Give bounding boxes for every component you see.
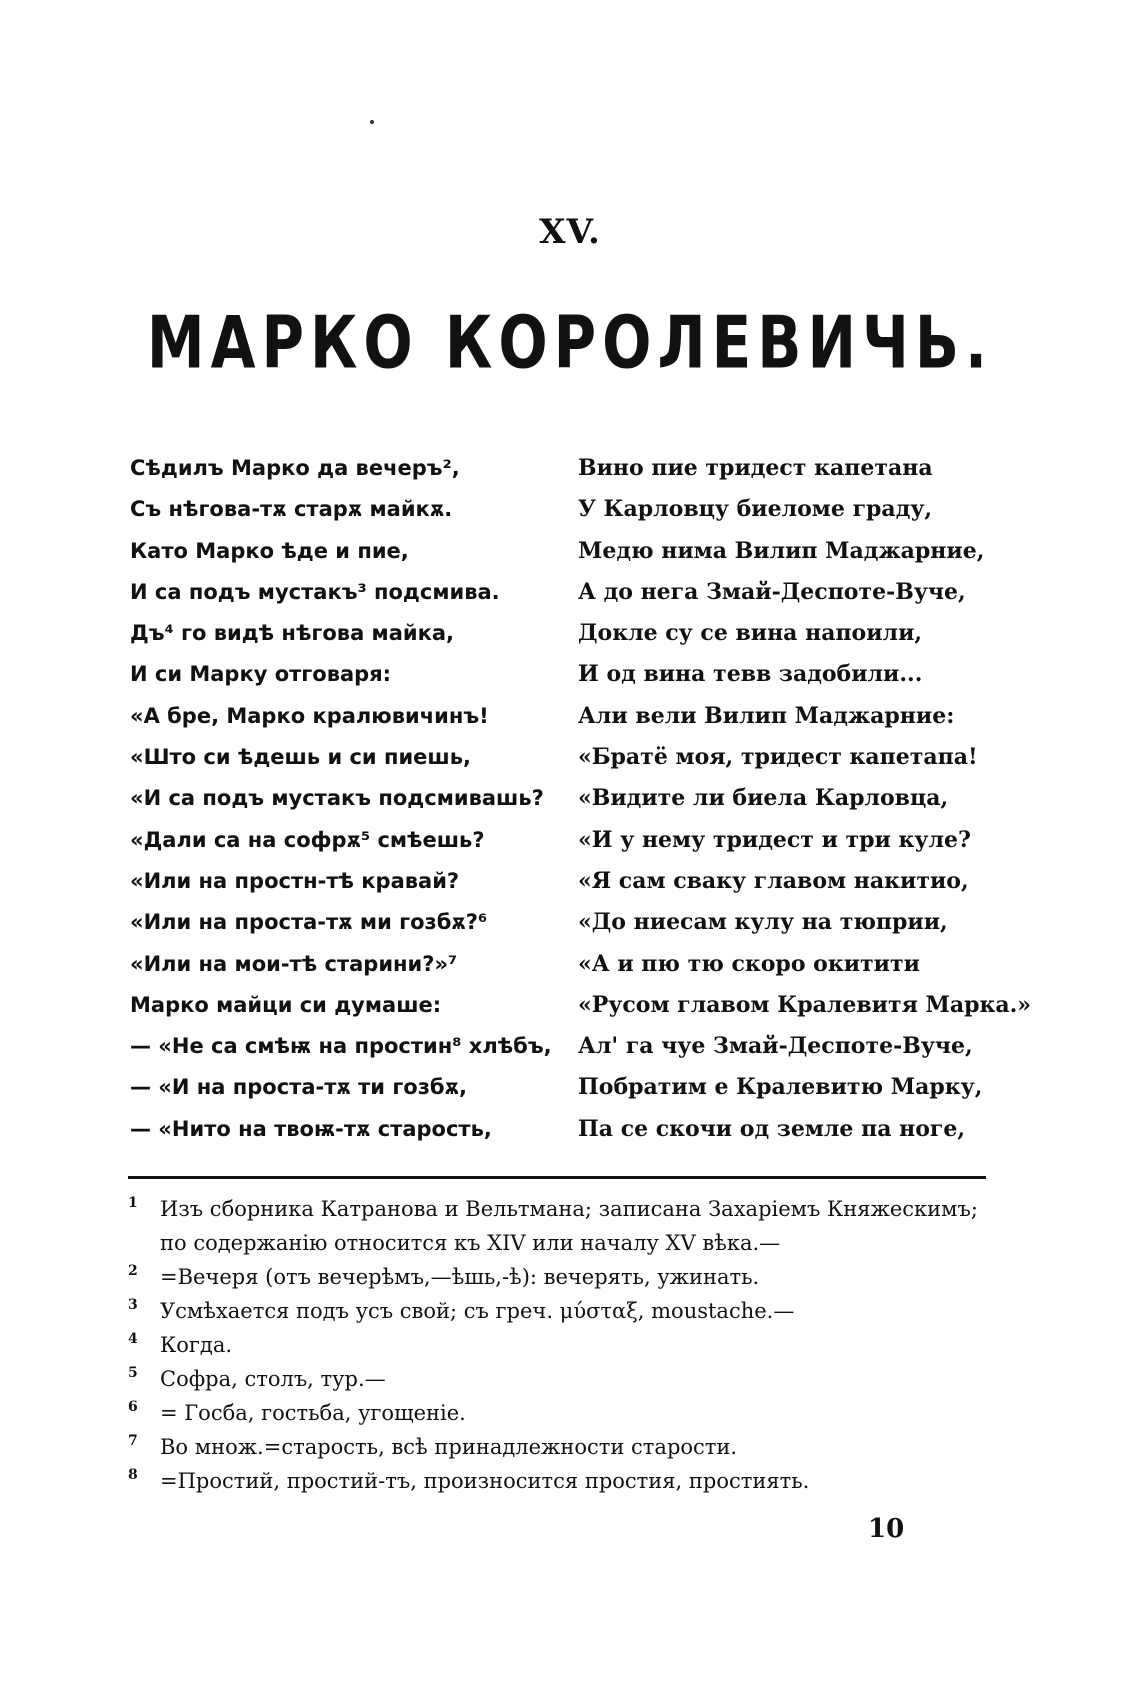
footnote-number: 3: [128, 1297, 138, 1313]
verse-line: «А бре, Марко кралювичинъ!: [130, 703, 489, 728]
poem-title: МАРКО КОРОЛЕВИЧЬ.: [146, 300, 994, 385]
verse-line: «Русом главом Кралевитя Марка.»: [578, 991, 1032, 1018]
footnote-text: = Госба, гостьба, угощеніе.: [160, 1401, 466, 1425]
verse-line: Като Марко ѣде и пие,: [130, 538, 409, 563]
footnote-text: =Вечеря (отъ вечерѣмъ,—ѣшь,-ѣ): вечерять, ужинать.: [160, 1265, 760, 1289]
footnote-number: 2: [128, 1263, 138, 1279]
verse-line: «А и пю тю скоро окитити: [578, 950, 920, 977]
right-verse-column: [578, 448, 1038, 1150]
footnote: [128, 1430, 1008, 1464]
footnote-number: 5: [128, 1365, 138, 1381]
footnote: [128, 1362, 1008, 1396]
verse-line: У Карловцу биеломе граду,: [578, 496, 933, 523]
footnote-text: Во множ.=старость, всѣ принадлежности старости.: [160, 1435, 738, 1459]
footnote-text: =Простий, простий-тъ, произносится простия, простиять.: [160, 1469, 810, 1493]
verse-line: «Или на проста-тѫ ми гозбѫ?⁶: [130, 910, 488, 935]
footnote: [128, 1464, 1008, 1498]
verse-line: А до нега Змай-Деспоте-Вуче,: [578, 578, 966, 605]
verse-line: Медю нима Вилип Маджарние,: [578, 537, 985, 564]
verse-line: «Што си ѣдешь и си пиешь,: [130, 745, 471, 770]
verse-line: Па се скочи од земле па ноге,: [578, 1115, 966, 1142]
section-number: XV.: [539, 212, 601, 252]
footnote-number: 8: [128, 1467, 138, 1483]
footnote-number: 7: [128, 1433, 138, 1449]
verse-line: — «И на проста-тѫ ти гозбѫ,: [130, 1075, 468, 1100]
verse-line: Побратим е Кралевитю Марку,: [578, 1074, 983, 1101]
footnote: [128, 1328, 1008, 1362]
verse-line: — «Не са смѣѭ на простин⁸ хлѣбъ,: [130, 1034, 552, 1059]
verse-line: «И са подъ мустакъ подсмивашь?: [130, 786, 544, 811]
footnotes: [128, 1192, 1008, 1498]
page-number: 10: [868, 1514, 905, 1544]
speck-mark: [370, 120, 374, 124]
verse-line: Ал' га чуе Змай-Деспоте-Вуче,: [578, 1033, 973, 1060]
verse-line: «Или на простн-тѣ кравай?: [130, 868, 460, 893]
verse-line: «До ниесам кулу на тюприи,: [578, 909, 948, 936]
footnote-number: 4: [128, 1331, 138, 1347]
verse-line: «Дали са на софрѫ⁵ смѣешь?: [130, 827, 485, 852]
verse-line: «Братё моя, тридест капетапа!: [578, 744, 978, 771]
footnote-text: Когда.: [160, 1333, 233, 1357]
verse-line: И си Марку отговаря:: [130, 662, 392, 687]
verse-line: И са подъ мустакъ³ подсмива.: [130, 579, 500, 604]
verse-line: Докле су се вина напоили,: [578, 620, 923, 647]
verse-line: «И у нему тридест и три куле?: [578, 826, 971, 853]
footnote-text: Усмѣхается подъ усъ свой; съ греч. μύσταξ, moustache.—: [160, 1299, 795, 1323]
footnote-text: Изъ сборника Катранова и Вельтмана; записана Захаріемъ Княжескимъ; по содержанію относится къ XIV или началу XV вѣка.—: [160, 1197, 978, 1255]
verse-line: Дъ⁴ го видѣ нѣгова майка,: [130, 621, 455, 646]
footnote: [128, 1396, 1008, 1430]
left-verse-column: [130, 448, 570, 1150]
footnote-text: Софра, столъ, тур.—: [160, 1367, 386, 1391]
verse-line: Съ нѣгова-тѫ старѫ майкѫ.: [130, 497, 453, 522]
footnote: [128, 1294, 1008, 1328]
footnote: [128, 1260, 1008, 1294]
verse-line: Али вели Вилип Маджарние:: [578, 702, 955, 729]
verse-line: «Видите ли биела Карловца,: [578, 785, 949, 812]
verse-line: Сѣдилъ Марко да вечеръ²,: [130, 456, 460, 480]
verse-line: «Или на мои-тѣ старини?»⁷: [130, 951, 458, 976]
footnote: [128, 1192, 1008, 1260]
verse-line: И од вина тевв задобили...: [578, 661, 923, 688]
footnote-number: 1: [128, 1195, 138, 1211]
verse-line: Марко майци си думаше:: [130, 992, 442, 1017]
verse-line: Вино пие тридест капетана: [578, 455, 933, 481]
footnote-divider: [128, 1176, 986, 1179]
footnote-number: 6: [128, 1399, 138, 1415]
verse-line: — «Нито на твоѭ-тѫ старость,: [130, 1116, 492, 1141]
verse-line: «Я сам сваку главом накитио,: [578, 867, 969, 894]
